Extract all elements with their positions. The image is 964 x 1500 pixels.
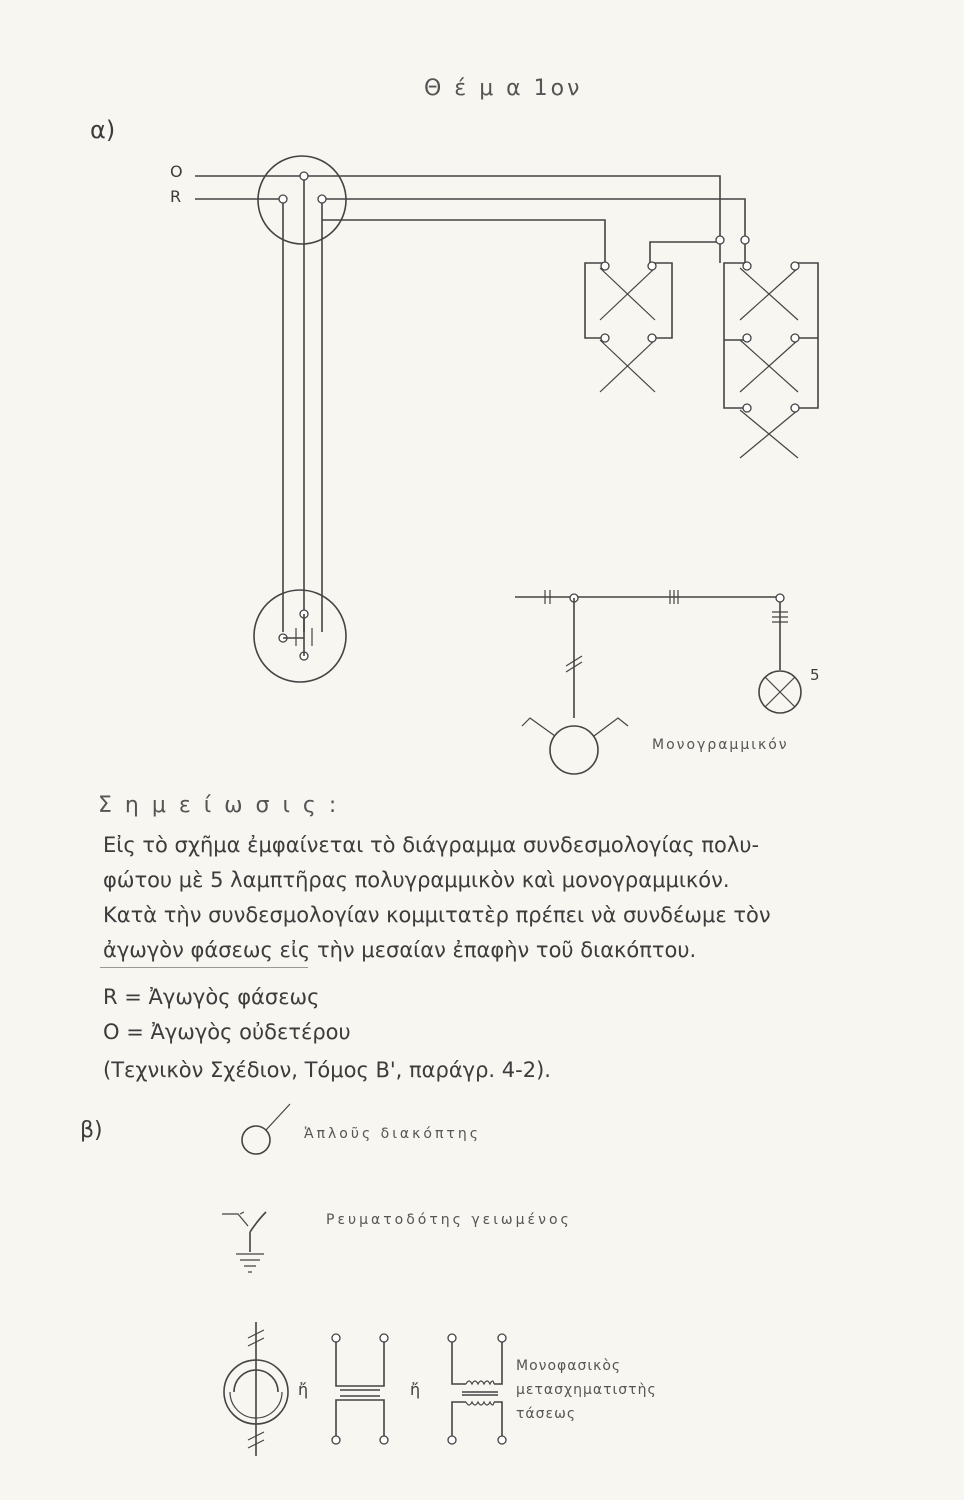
part-a-label: α) <box>90 116 116 144</box>
simple-switch-label: Ἁπλοῦς διακόπτης <box>304 1126 481 1142</box>
switch-symbol <box>550 726 598 774</box>
lamp-count-label: 5 <box>810 666 820 684</box>
monogram-label: Μονογραμμικόν <box>652 737 789 753</box>
legend-phase: R = Ἀγωγὸς φάσεως <box>103 985 320 1009</box>
neutral-wire-label: O <box>170 162 183 181</box>
note-line-2: φώτου μὲ 5 λαμπτῆρας πολυγραμμικὸν καὶ μονογραμμικόν. <box>103 868 730 892</box>
symbol-simple-switch <box>242 1104 290 1154</box>
symbol-grounded-socket <box>222 1212 266 1272</box>
junction-box-circle <box>258 156 346 244</box>
transformer-label-3: τάσεως <box>516 1406 577 1422</box>
or-word-2: ἤ <box>410 1380 421 1399</box>
part-b-label: β) <box>80 1118 103 1143</box>
transformer-label-1: Μονοφασικὸς <box>516 1358 622 1374</box>
neutral-line <box>195 176 720 240</box>
note-line-4: ἀγωγὸν φάσεως εἰς τὴν μεσαίαν ἐπαφὴν τοῦ διακόπτου. <box>103 938 697 962</box>
phase-wire-label: R <box>170 187 182 206</box>
phase-line <box>195 199 283 632</box>
polygram-diagram <box>195 156 818 682</box>
underline-rule <box>100 967 308 968</box>
transformer-label-2: μετασχηματιστὴς <box>516 1382 657 1398</box>
legend-neutral: O = Ἀγωγὸς οὐδετέρου <box>103 1020 351 1044</box>
legend-reference: (Τεχνικὸν Σχέδιον, Τόμος Β', παράγρ. 4-2). <box>103 1058 551 1082</box>
note-line-1: Εἰς τὸ σχῆμα ἐμφαίνεται τὸ διάγραμμα συνδεσμολογίας πολυ- <box>103 833 760 857</box>
note-line-3: Κατὰ τὴν συνδεσμολογίαν κομμιτατὲρ πρέπει νὰ συνδέωμε τὸν <box>103 903 771 927</box>
symbol-transformer <box>224 1322 506 1456</box>
grounded-socket-label: Ρευματοδότης γειωμένος <box>326 1212 572 1228</box>
commutator-switch-circle <box>254 590 346 682</box>
or-word-1: ἤ <box>298 1380 309 1399</box>
page-title: Θ έ μ α 1ον <box>424 76 583 101</box>
notes-heading: Σ η μ ε ί ω σ ι ς : <box>98 793 340 818</box>
